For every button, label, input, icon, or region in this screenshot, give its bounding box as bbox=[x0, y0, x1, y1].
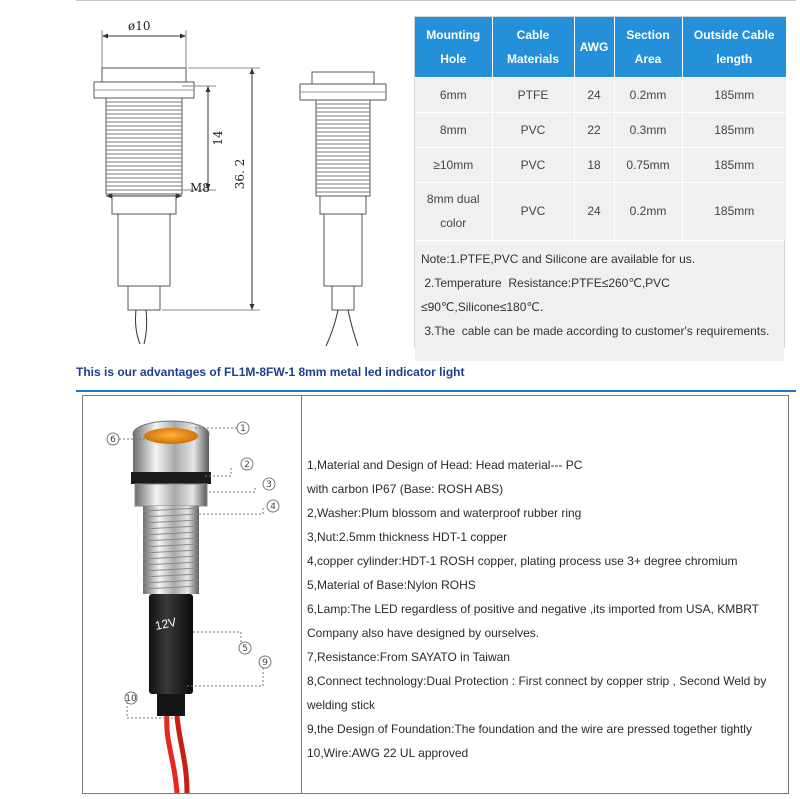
header-section-area: Section Area bbox=[614, 17, 682, 77]
top-divider bbox=[76, 0, 796, 1]
dim-thread: M8 bbox=[190, 181, 210, 195]
cell: 6mm bbox=[415, 77, 492, 112]
cell: 185mm bbox=[682, 77, 786, 112]
callout-1: 1 bbox=[240, 424, 246, 434]
spec-table-container bbox=[414, 16, 785, 348]
callout-6: 6 bbox=[110, 435, 116, 445]
callout-5: 5 bbox=[242, 644, 248, 654]
feature-box bbox=[82, 395, 789, 794]
callout-3: 3 bbox=[266, 480, 272, 490]
product-photo-svg bbox=[83, 396, 302, 793]
voltage-label: 12V bbox=[153, 614, 178, 633]
cell: 8mm dual color bbox=[415, 182, 492, 240]
cell: ≥10mm bbox=[415, 147, 492, 182]
note-line: 2.Temperature Resistance:PTFE≤260℃,PVC bbox=[421, 276, 670, 290]
cell: 8mm bbox=[415, 112, 492, 147]
feature-line: 5,Material of Base:Nylon ROHS bbox=[307, 578, 476, 592]
callout-4: 4 bbox=[270, 502, 276, 512]
table-row bbox=[415, 112, 786, 147]
header-cable-materials: Cable Materials bbox=[492, 17, 574, 77]
cell: PVC bbox=[492, 147, 574, 182]
dim-thread-length: 14 bbox=[211, 130, 225, 146]
feature-line: 7,Resistance:From SAYATO in Taiwan bbox=[307, 650, 510, 664]
technical-drawing bbox=[76, 14, 406, 350]
cell: PVC bbox=[492, 182, 574, 240]
note-line: Note:1.PTFE,PVC and Silicone are available for us. bbox=[421, 252, 696, 266]
cell: 185mm bbox=[682, 147, 786, 182]
feature-list bbox=[307, 453, 777, 765]
technical-drawing-svg bbox=[76, 14, 406, 350]
spec-notes bbox=[415, 240, 784, 361]
feature-line: 1,Material and Design of Head: Head material--- PC bbox=[307, 458, 583, 472]
dim-diameter: ø10 bbox=[128, 19, 151, 33]
cell: 185mm bbox=[682, 182, 786, 240]
feature-line: 2,Washer:Plum blossom and waterproof rubber ring bbox=[307, 506, 582, 520]
header-cable-length: Outside Cable length bbox=[682, 17, 786, 77]
cell: 24 bbox=[574, 182, 614, 240]
cell: 0.2mm bbox=[614, 77, 682, 112]
table-row bbox=[415, 182, 786, 240]
feature-line: 9,the Design of Foundation:The foundation and the wire are pressed together tightly bbox=[307, 722, 752, 736]
cell: 0.2mm bbox=[614, 182, 682, 240]
cell: 185mm bbox=[682, 112, 786, 147]
callout-10: 10 bbox=[125, 694, 137, 704]
feature-line: 3,Nut:2.5mm thickness HDT-1 copper bbox=[307, 530, 508, 544]
spec-table bbox=[415, 17, 786, 240]
feature-line: 6,Lamp:The LED regardless of positive and negative ,its imported from USA, KMBRT bbox=[307, 602, 759, 616]
callout-9: 9 bbox=[262, 658, 268, 668]
table-row bbox=[415, 77, 786, 112]
note-line: ≤90℃,Silicone≤180℃. bbox=[421, 300, 544, 314]
cell: 22 bbox=[574, 112, 614, 147]
feature-line: 10,Wire:AWG 22 UL approved bbox=[307, 746, 469, 760]
feature-line: with carbon IP67 (Base: ROSH ABS) bbox=[307, 482, 504, 496]
cell: PVC bbox=[492, 112, 574, 147]
header-mounting-hole: Mounting Hole bbox=[415, 17, 492, 77]
feature-line: 4,copper cylinder:HDT-1 ROSH copper, plating process use 3+ degree chromium bbox=[307, 554, 738, 568]
dim-total-length: 36. 2 bbox=[233, 158, 247, 190]
cell: 0.75mm bbox=[614, 147, 682, 182]
advantages-title: This is our advantages of FL1M-8FW-1 8mm metal led indicator light bbox=[76, 365, 465, 379]
cell: 18 bbox=[574, 147, 614, 182]
cell: PTFE bbox=[492, 77, 574, 112]
feature-line: Company also have designed by ourselves. bbox=[307, 626, 540, 640]
advantages-divider bbox=[76, 390, 796, 392]
cell: 24 bbox=[574, 77, 614, 112]
callout-2: 2 bbox=[244, 460, 250, 470]
header-awg: AWG bbox=[574, 17, 614, 77]
table-row bbox=[415, 147, 786, 182]
feature-line: 8,Connect technology:Dual Protection : First connect by copper strip , Second Weld by bbox=[307, 674, 767, 688]
feature-line: welding stick bbox=[307, 698, 376, 712]
note-line: 3.The cable can be made according to customer's requirements. bbox=[421, 324, 770, 338]
cell: 0.3mm bbox=[614, 112, 682, 147]
product-photo bbox=[83, 396, 302, 793]
spec-header-row bbox=[415, 17, 786, 77]
